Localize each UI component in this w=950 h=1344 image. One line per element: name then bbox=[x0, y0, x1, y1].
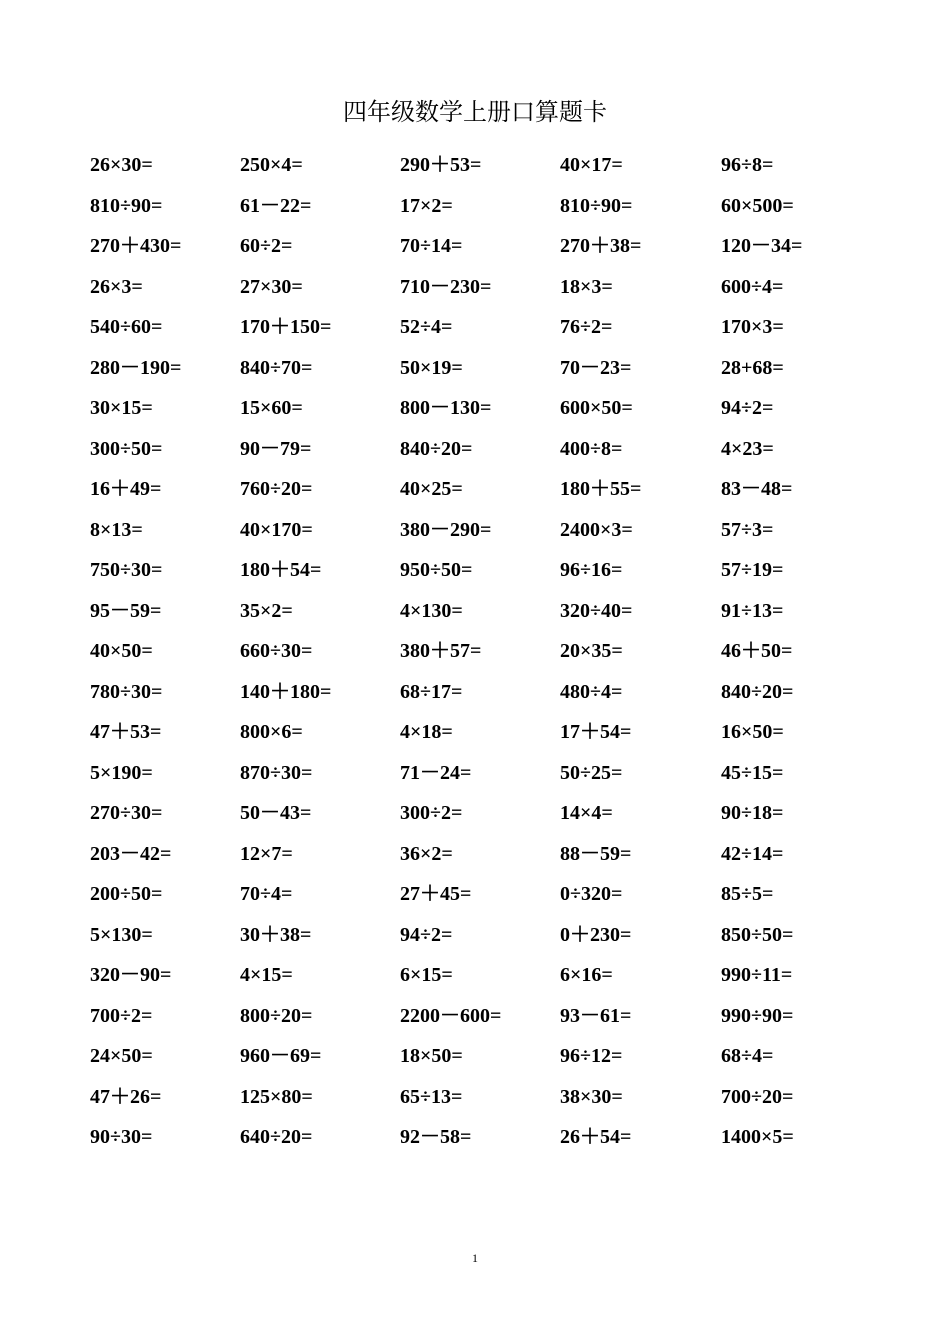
problem-item: 76÷2= bbox=[560, 316, 613, 338]
problem-item: 90－79= bbox=[240, 437, 312, 460]
problem-item: 700÷20= bbox=[721, 1085, 794, 1108]
problem-item: 480÷4= bbox=[560, 680, 623, 703]
problem-item: 840÷20= bbox=[721, 680, 794, 703]
problem-item: 70÷4= bbox=[240, 883, 293, 905]
problem-item: 170×3= bbox=[721, 316, 784, 338]
problem-row bbox=[0, 472, 950, 513]
problem-item: 96÷12= bbox=[560, 1045, 623, 1067]
problem-item: 125×80= bbox=[240, 1085, 313, 1108]
problem-item: 70－23= bbox=[560, 356, 632, 379]
problem-item: 15×60= bbox=[240, 397, 303, 419]
problem-item: 4×23= bbox=[721, 437, 774, 460]
problem-item: 26×30= bbox=[90, 154, 153, 176]
problem-row bbox=[0, 391, 950, 432]
problem-item: 28+68= bbox=[721, 356, 784, 379]
problem-item: 50－43= bbox=[240, 802, 312, 824]
problem-item: 92－58= bbox=[400, 1126, 472, 1148]
problem-item: 60×500= bbox=[721, 194, 794, 217]
problem-item: 30＋38= bbox=[240, 923, 312, 946]
problem-item: 16×50= bbox=[721, 721, 784, 743]
problem-item: 640÷20= bbox=[240, 1126, 313, 1148]
problem-item: 850÷50= bbox=[721, 923, 794, 946]
problem-row bbox=[0, 553, 950, 594]
problem-item: 88－59= bbox=[560, 842, 632, 865]
problem-row bbox=[0, 229, 950, 270]
problem-item: 70÷14= bbox=[400, 235, 463, 257]
problem-row bbox=[0, 1080, 950, 1121]
problem-row bbox=[0, 999, 950, 1040]
problem-item: 270÷30= bbox=[90, 802, 163, 824]
problem-item: 35×2= bbox=[240, 599, 293, 622]
problem-item: 203－42= bbox=[90, 842, 172, 865]
page-number: 1 bbox=[472, 1251, 478, 1265]
problem-item: 810÷90= bbox=[90, 194, 163, 217]
problem-item: 540÷60= bbox=[90, 316, 163, 338]
problem-item: 24×50= bbox=[90, 1045, 153, 1067]
problem-item: 180＋55= bbox=[560, 478, 642, 500]
problem-item: 4×15= bbox=[240, 964, 293, 986]
problem-row bbox=[0, 432, 950, 473]
problem-item: 60÷2= bbox=[240, 235, 293, 257]
problem-item: 780÷30= bbox=[90, 680, 163, 703]
problem-item: 90÷30= bbox=[90, 1126, 153, 1148]
problem-item: 94÷2= bbox=[400, 923, 453, 946]
problem-item: 14×4= bbox=[560, 802, 613, 824]
problem-item: 47＋53= bbox=[90, 721, 162, 743]
problem-item: 380＋57= bbox=[400, 640, 482, 662]
problem-item: 700÷2= bbox=[90, 1004, 153, 1027]
problem-item: 800－130= bbox=[400, 397, 492, 419]
problem-item: 600÷4= bbox=[721, 275, 784, 298]
problem-item: 990÷11= bbox=[721, 964, 793, 986]
problem-item: 96÷16= bbox=[560, 559, 623, 581]
problem-item: 30×15= bbox=[90, 397, 153, 419]
problem-item: 18×50= bbox=[400, 1045, 463, 1067]
problem-row bbox=[0, 756, 950, 797]
problem-item: 840÷20= bbox=[400, 437, 473, 460]
problem-row bbox=[0, 189, 950, 230]
problem-item: 280－190= bbox=[90, 356, 182, 379]
problem-item: 40×50= bbox=[90, 640, 153, 662]
problem-row bbox=[0, 1120, 950, 1161]
problem-row bbox=[0, 310, 950, 351]
problem-item: 50×19= bbox=[400, 356, 463, 379]
problem-item: 2200－600= bbox=[400, 1004, 502, 1027]
problem-item: 600×50= bbox=[560, 397, 633, 419]
problem-item: 4×18= bbox=[400, 721, 453, 743]
problem-item: 870÷30= bbox=[240, 761, 313, 784]
problem-item: 290＋53= bbox=[400, 154, 482, 176]
page-title: 四年级数学上册口算题卡 bbox=[343, 98, 607, 126]
problem-item: 27×30= bbox=[240, 275, 303, 298]
problem-item: 40×170= bbox=[240, 518, 313, 541]
problem-item: 800÷20= bbox=[240, 1004, 313, 1027]
problem-item: 12×7= bbox=[240, 842, 293, 865]
problem-row bbox=[0, 594, 950, 635]
problem-item: 17×2= bbox=[400, 194, 453, 217]
problem-row bbox=[0, 958, 950, 999]
problem-item: 18×3= bbox=[560, 275, 613, 298]
problem-item: 760÷20= bbox=[240, 478, 313, 500]
problem-item: 40×17= bbox=[560, 154, 623, 176]
problem-item: 38×30= bbox=[560, 1085, 623, 1108]
problem-item: 65÷13= bbox=[400, 1085, 463, 1108]
problem-item: 16＋49= bbox=[90, 478, 162, 500]
problem-item: 400÷8= bbox=[560, 437, 623, 460]
problem-item: 47＋26= bbox=[90, 1085, 162, 1108]
problem-item: 170＋150= bbox=[240, 316, 332, 338]
problem-item: 5×130= bbox=[90, 923, 153, 946]
problem-row bbox=[0, 1039, 950, 1080]
problem-item: 94÷2= bbox=[721, 397, 774, 419]
problem-item: 52÷4= bbox=[400, 316, 453, 338]
problem-item: 250×4= bbox=[240, 154, 303, 176]
problem-item: 990÷90= bbox=[721, 1004, 794, 1027]
problem-item: 27＋45= bbox=[400, 883, 472, 905]
problem-item: 0＋230= bbox=[560, 923, 632, 946]
problem-item: 950÷50= bbox=[400, 559, 473, 581]
problem-item: 300÷2= bbox=[400, 802, 463, 824]
problem-item: 660÷30= bbox=[240, 640, 313, 662]
problem-item: 40×25= bbox=[400, 478, 463, 500]
problem-item: 180＋54= bbox=[240, 559, 322, 581]
problem-item: 93－61= bbox=[560, 1004, 632, 1027]
problem-item: 1400×5= bbox=[721, 1126, 794, 1148]
problem-item: 2400×3= bbox=[560, 518, 633, 541]
problem-item: 83－48= bbox=[721, 478, 793, 500]
problem-item: 91÷13= bbox=[721, 599, 784, 622]
problem-row bbox=[0, 715, 950, 756]
problem-item: 90÷18= bbox=[721, 802, 784, 824]
problem-row bbox=[0, 918, 950, 959]
problem-row bbox=[0, 148, 950, 189]
problem-item: 120－34= bbox=[721, 235, 803, 257]
problem-item: 6×16= bbox=[560, 964, 613, 986]
problem-item: 270＋38= bbox=[560, 235, 642, 257]
problem-item: 46＋50= bbox=[721, 640, 793, 662]
problem-item: 270＋430= bbox=[90, 235, 182, 257]
problem-item: 68÷4= bbox=[721, 1045, 774, 1067]
problem-row bbox=[0, 796, 950, 837]
problem-row bbox=[0, 837, 950, 878]
problem-item: 6×15= bbox=[400, 964, 453, 986]
problem-item: 380－290= bbox=[400, 518, 492, 541]
problem-row bbox=[0, 513, 950, 554]
problem-item: 61－22= bbox=[240, 194, 312, 217]
problem-item: 960－69= bbox=[240, 1045, 322, 1067]
problem-item: 85÷5= bbox=[721, 883, 774, 905]
problem-item: 320－90= bbox=[90, 964, 172, 986]
problem-row bbox=[0, 351, 950, 392]
problem-item: 300÷50= bbox=[90, 437, 163, 460]
problem-item: 140＋180= bbox=[240, 680, 332, 703]
problem-item: 71－24= bbox=[400, 761, 472, 784]
problem-item: 8×13= bbox=[90, 518, 143, 541]
problem-item: 0÷320= bbox=[560, 883, 623, 905]
problem-item: 5×190= bbox=[90, 761, 153, 784]
problem-item: 26＋54= bbox=[560, 1126, 632, 1148]
problem-item: 57÷3= bbox=[721, 518, 774, 541]
problem-item: 800×6= bbox=[240, 721, 303, 743]
problem-item: 68÷17= bbox=[400, 680, 463, 703]
problem-item: 42÷14= bbox=[721, 842, 784, 865]
problem-item: 810÷90= bbox=[560, 194, 633, 217]
problem-item: 96÷8= bbox=[721, 154, 774, 176]
problem-item: 840÷70= bbox=[240, 356, 313, 379]
problem-item: 4×130= bbox=[400, 599, 463, 622]
problem-item: 200÷50= bbox=[90, 883, 163, 905]
problem-row bbox=[0, 270, 950, 311]
problem-item: 45÷15= bbox=[721, 761, 784, 784]
problem-grid bbox=[0, 148, 950, 1161]
problem-item: 26×3= bbox=[90, 275, 143, 298]
problem-item: 20×35= bbox=[560, 640, 623, 662]
problem-item: 36×2= bbox=[400, 842, 453, 865]
problem-row bbox=[0, 877, 950, 918]
problem-item: 17＋54= bbox=[560, 721, 632, 743]
problem-item: 320÷40= bbox=[560, 599, 633, 622]
problem-item: 750÷30= bbox=[90, 559, 163, 581]
problem-row bbox=[0, 675, 950, 716]
problem-row bbox=[0, 634, 950, 675]
problem-item: 57÷19= bbox=[721, 559, 784, 581]
problem-item: 95－59= bbox=[90, 599, 162, 622]
problem-item: 50÷25= bbox=[560, 761, 623, 784]
problem-item: 710－230= bbox=[400, 275, 492, 298]
